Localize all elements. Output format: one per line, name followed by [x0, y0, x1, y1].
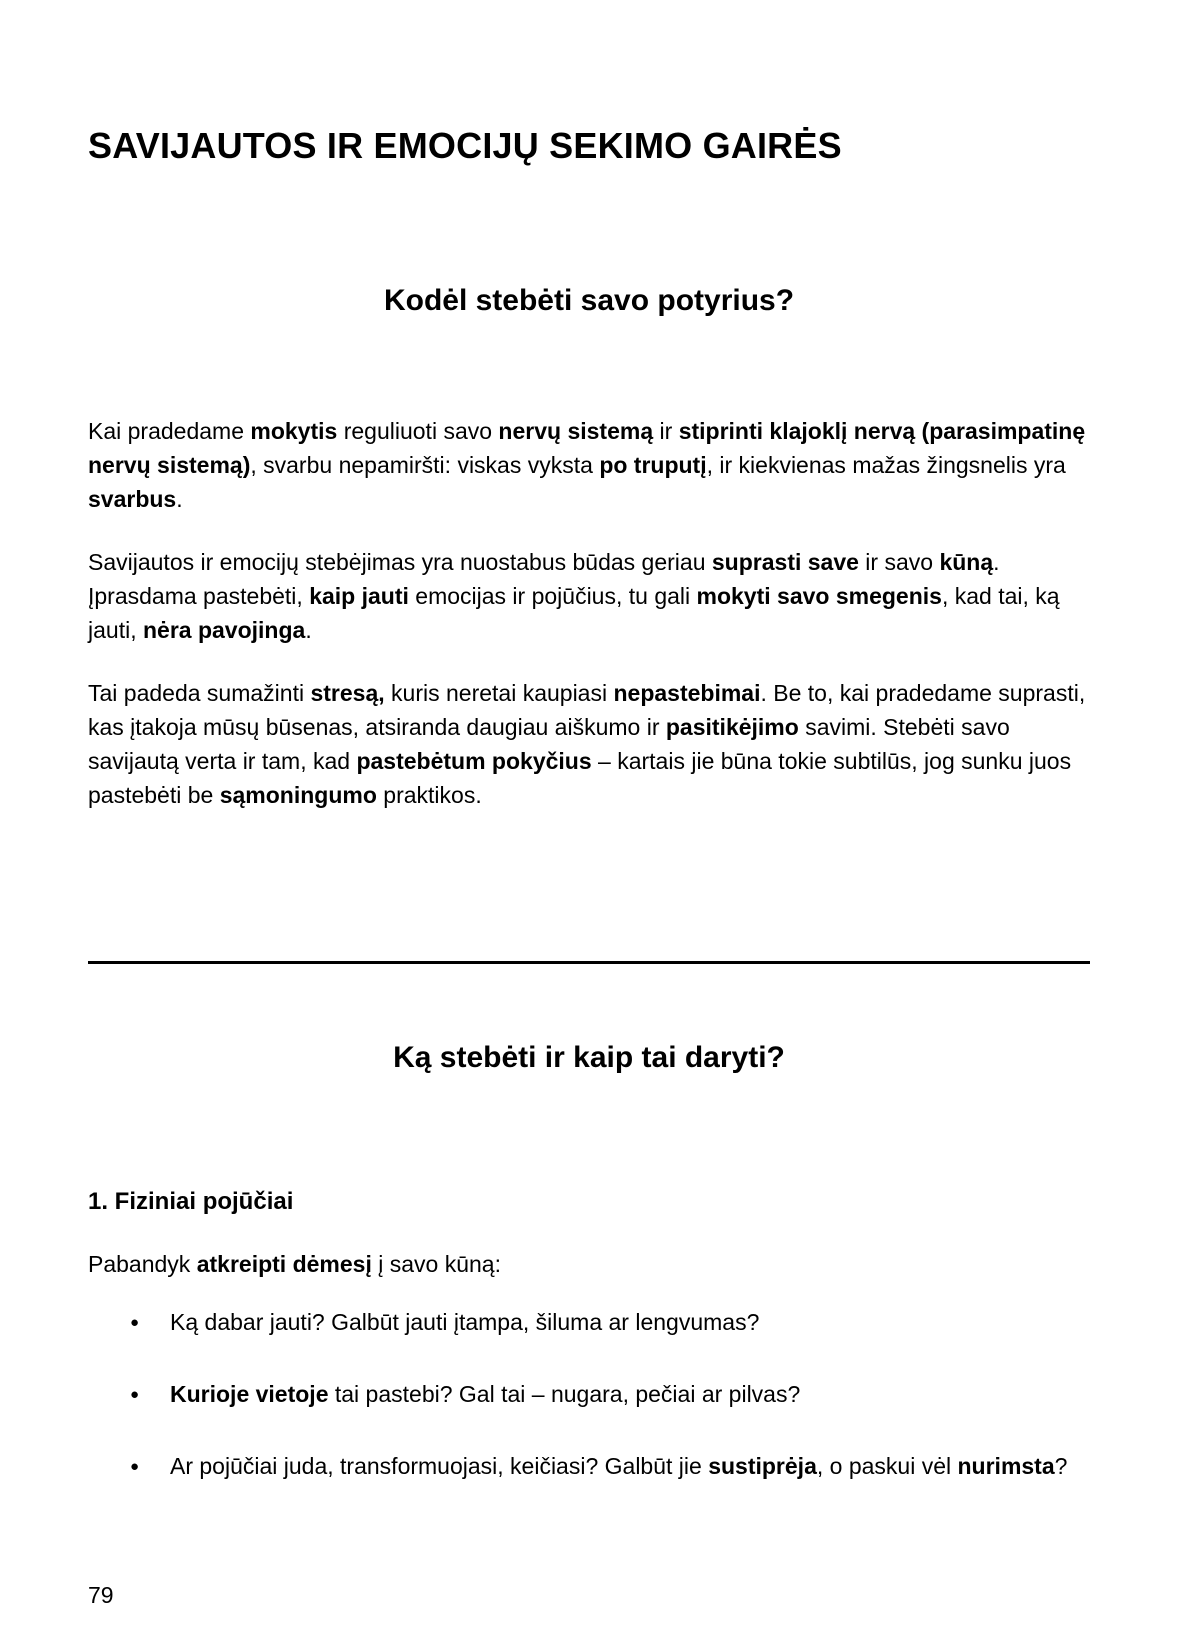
bold-text: pastebėtum pokyčius: [356, 748, 592, 775]
bold-text: suprasti save: [711, 549, 859, 576]
text-segment: Ar pojūčiai juda, transformuojasi, keičiasi? Galbūt jie: [170, 1453, 709, 1480]
text-segment: praktikos.: [376, 782, 482, 809]
bold-text: nervų sistemą: [498, 418, 654, 445]
paragraph-3: [88, 676, 1090, 812]
page-number: 79: [88, 1582, 114, 1608]
subsection-heading: 1. Fiziniai pojūčiai: [88, 1188, 294, 1216]
paragraph-2: [88, 545, 1090, 647]
bold-text: sustiprėja: [708, 1453, 817, 1480]
bold-text: pasitikėjimo: [665, 714, 799, 741]
text-segment: , kad tai, ką jauti,: [88, 583, 1060, 644]
bullet-item-2: [88, 1377, 1090, 1412]
text-segment: ir savo: [858, 549, 940, 576]
bold-text: mokyti savo smegenis: [696, 583, 942, 610]
text-segment: Pabandyk: [88, 1251, 197, 1278]
bullet-list: [88, 1305, 1090, 1484]
bold-text: atkreipti dėmesį: [196, 1251, 372, 1278]
bullet-dot-icon: ●: [130, 1386, 140, 1404]
bold-text: mokytis: [250, 418, 338, 445]
document-title: SAVIJAUTOS IR EMOCIJŲ SEKIMO GAIRĖS: [88, 125, 842, 166]
text-segment: savimi. Stebėti savo savijautą verta ir tam, kad: [88, 714, 1010, 775]
bullet-dot-icon: ●: [130, 1458, 140, 1476]
paragraph-1: [88, 414, 1090, 516]
bold-text: svarbus: [88, 486, 177, 513]
text-segment: tai pastebi? Gal tai – nugara, pečiai ar pilvas?: [328, 1381, 801, 1408]
text-segment: . Be to, kai pradedame suprasti, kas įtakoja mūsų būsenas, atsiranda daugiau aiškumo ir: [88, 680, 1086, 741]
section2-heading: Ką stebėti ir kaip tai daryti?: [393, 1041, 785, 1075]
text-segment: Ką dabar jauti? Galbūt jauti įtampa, šiluma ar lengvumas?: [170, 1309, 760, 1336]
text-segment: . Įprasdama pastebėti,: [88, 549, 1000, 610]
bold-text: kaip jauti: [309, 583, 409, 610]
text-segment: reguliuoti savo: [337, 418, 499, 445]
text-segment: emocijas ir pojūčius, tu gali: [408, 583, 697, 610]
text-segment: Savijautos ir emocijų stebėjimas yra nuostabus būdas geriau: [88, 549, 712, 576]
text-segment: į savo kūną:: [371, 1251, 501, 1278]
bold-text: nepastebimai: [613, 680, 761, 707]
text-segment: – kartais jie būna tokie subtilūs, jog sunku juos pastebėti be: [88, 748, 1072, 809]
bold-text: po truputį: [599, 452, 707, 479]
bold-text: nurimsta: [957, 1453, 1055, 1480]
text-segment: ir: [653, 418, 679, 445]
subsection-intro: [88, 1247, 1090, 1281]
bold-text: kūną: [939, 549, 994, 576]
horizontal-rule: [88, 961, 1090, 964]
text-segment: .: [176, 486, 183, 513]
bullet-item-1: [88, 1305, 1090, 1340]
text-segment: Kai pradedame: [88, 418, 251, 445]
text-segment: ?: [1054, 1453, 1068, 1480]
bold-text: stresą,: [310, 680, 385, 707]
bullet-dot-icon: ●: [130, 1314, 140, 1332]
text-segment: kuris neretai kaupiasi: [384, 680, 614, 707]
bold-text: sąmoningumo: [219, 782, 377, 809]
text-segment: , ir kiekvienas mažas žingsnelis yra: [706, 452, 1066, 479]
text-segment: , svarbu nepamiršti: viskas vyksta: [250, 452, 600, 479]
bold-text: nėra pavojinga: [142, 617, 306, 644]
bold-text: stiprinti klajoklį nervą (parasimpatinę nervų sistemą): [88, 418, 1086, 479]
bold-text: Kurioje vietoje: [170, 1381, 329, 1408]
text-segment: Tai padeda sumažinti: [88, 680, 311, 707]
bullet-item-3: [88, 1449, 1090, 1484]
text-segment: .: [305, 617, 312, 644]
section1-heading: Kodėl stebėti savo potyrius?: [383, 284, 795, 318]
text-segment: , o paskui vėl: [816, 1453, 958, 1480]
